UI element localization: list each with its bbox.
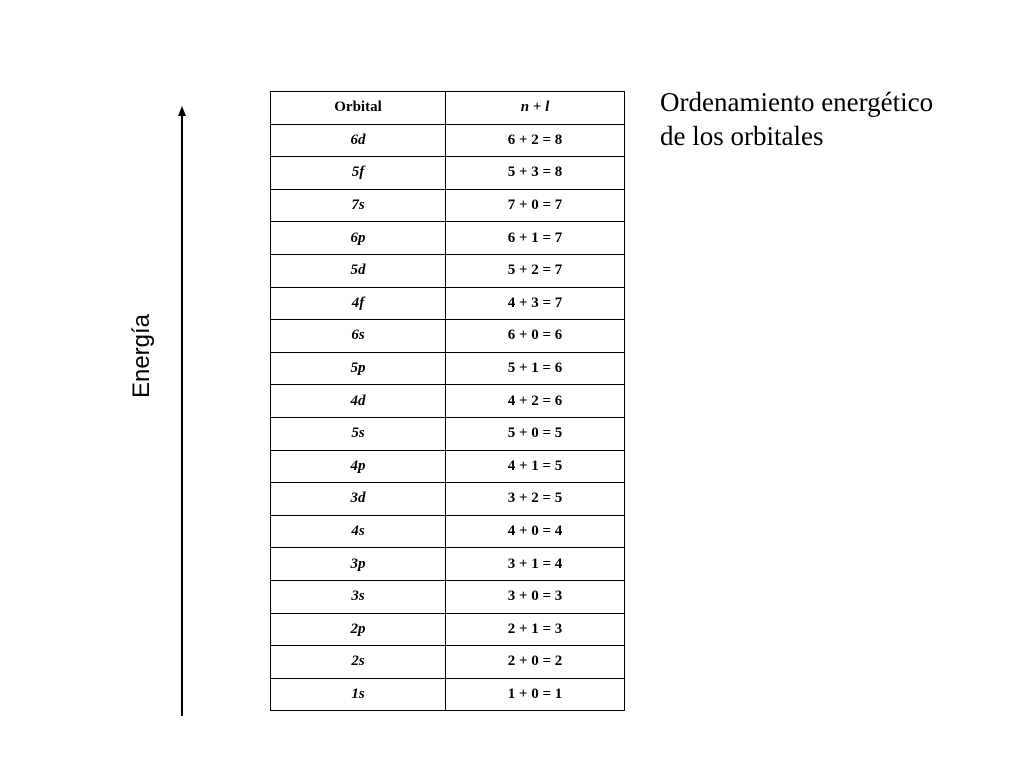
table-row bbox=[271, 189, 625, 222]
orbital-cell: 5f bbox=[271, 157, 446, 190]
n-plus-l-cell: 4 + 0 = 4 bbox=[446, 515, 625, 548]
orbital-cell: 3s bbox=[271, 580, 446, 613]
orbital-cell: 2s bbox=[271, 646, 446, 679]
orbital-cell: 4d bbox=[271, 385, 446, 418]
orbital-cell: 4p bbox=[271, 450, 446, 483]
energy-axis-arrow bbox=[172, 106, 192, 718]
table-row bbox=[271, 287, 625, 320]
table-row bbox=[271, 385, 625, 418]
orbital-cell: 6p bbox=[271, 222, 446, 255]
n-plus-l-cell: 4 + 1 = 5 bbox=[446, 450, 625, 483]
header-n-plus-l: n + l bbox=[446, 92, 625, 125]
table-row bbox=[271, 483, 625, 516]
orbital-cell: 5p bbox=[271, 352, 446, 385]
table-header-row bbox=[271, 92, 625, 125]
table-row bbox=[271, 678, 625, 711]
orbital-cell: 4f bbox=[271, 287, 446, 320]
n-plus-l-cell: 7 + 0 = 7 bbox=[446, 189, 625, 222]
n-plus-l-cell: 2 + 1 = 3 bbox=[446, 613, 625, 646]
table-row bbox=[271, 580, 625, 613]
table-row bbox=[271, 124, 625, 157]
table-row bbox=[271, 352, 625, 385]
table-row bbox=[271, 157, 625, 190]
table-row bbox=[271, 613, 625, 646]
title-line-2: de los orbitales bbox=[660, 121, 824, 151]
orbital-cell: 5d bbox=[271, 254, 446, 287]
orbital-cell: 5s bbox=[271, 417, 446, 450]
orbital-cell: 7s bbox=[271, 189, 446, 222]
n-plus-l-cell: 6 + 1 = 7 bbox=[446, 222, 625, 255]
table-row bbox=[271, 548, 625, 581]
table-body bbox=[271, 124, 625, 711]
n-plus-l-cell: 5 + 0 = 5 bbox=[446, 417, 625, 450]
table-row bbox=[271, 222, 625, 255]
page-title bbox=[660, 85, 1000, 153]
up-arrow-icon bbox=[172, 106, 192, 718]
n-plus-l-cell: 1 + 0 = 1 bbox=[446, 678, 625, 711]
n-plus-l-cell: 6 + 0 = 6 bbox=[446, 320, 625, 353]
n-plus-l-cell: 4 + 3 = 7 bbox=[446, 287, 625, 320]
table-row bbox=[271, 254, 625, 287]
table-row bbox=[271, 646, 625, 679]
orbital-cell: 1s bbox=[271, 678, 446, 711]
n-plus-l-cell: 5 + 1 = 6 bbox=[446, 352, 625, 385]
table-row bbox=[271, 417, 625, 450]
n-plus-l-cell: 5 + 3 = 8 bbox=[446, 157, 625, 190]
orbital-cell: 6d bbox=[271, 124, 446, 157]
orbital-energy-table bbox=[270, 91, 625, 711]
energy-axis-label: Energía bbox=[128, 313, 155, 399]
orbital-cell: 6s bbox=[271, 320, 446, 353]
orbital-cell: 3p bbox=[271, 548, 446, 581]
orbital-cell: 2p bbox=[271, 613, 446, 646]
n-plus-l-cell: 3 + 1 = 4 bbox=[446, 548, 625, 581]
orbital-cell: 3d bbox=[271, 483, 446, 516]
orbital-cell: 4s bbox=[271, 515, 446, 548]
n-plus-l-cell: 3 + 0 = 3 bbox=[446, 580, 625, 613]
n-plus-l-cell: 3 + 2 = 5 bbox=[446, 483, 625, 516]
title-line-1: Ordenamiento energético bbox=[660, 87, 934, 117]
n-plus-l-cell: 6 + 2 = 8 bbox=[446, 124, 625, 157]
table-row bbox=[271, 320, 625, 353]
n-plus-l-cell: 5 + 2 = 7 bbox=[446, 254, 625, 287]
n-plus-l-cell: 2 + 0 = 2 bbox=[446, 646, 625, 679]
n-plus-l-cell: 4 + 2 = 6 bbox=[446, 385, 625, 418]
table-row bbox=[271, 450, 625, 483]
header-orbital: Orbital bbox=[271, 92, 446, 125]
table-row bbox=[271, 515, 625, 548]
